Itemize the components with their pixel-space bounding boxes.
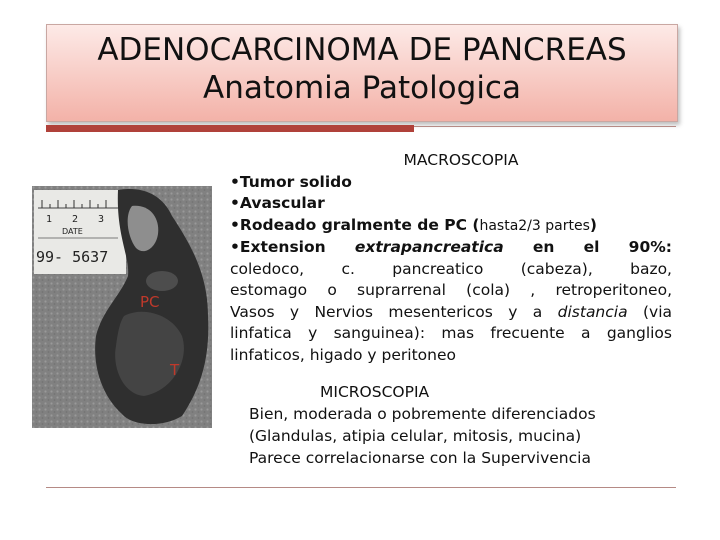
title-accent-bar — [46, 125, 414, 132]
specimen-number: 99- 5637 — [36, 248, 109, 266]
line3-italic: distancia — [557, 302, 628, 321]
slide-title: ADENOCARCINOMA DE PANCREAS — [97, 32, 627, 68]
bullet-rodeado — [230, 215, 672, 238]
bottom-divider — [46, 487, 676, 488]
ruler-mark-1: 1 — [46, 214, 53, 225]
macro-body-line-1: coledoco, c. pancreatico (cabeza), bazo, — [230, 259, 672, 278]
macroscopia-section — [230, 150, 672, 366]
extension-prefix: •Extension — [230, 238, 355, 256]
ruler-mark-2: 2 — [72, 214, 79, 225]
macro-body-line-2: estomago o suprarrenal (cola) , retroperitoneo, — [230, 281, 672, 299]
rodeado-small: hasta2/3 partes — [479, 217, 590, 234]
bullet-tumor-solido: •Tumor solido — [230, 172, 352, 191]
title-banner — [46, 24, 678, 122]
macroscopia-heading: MACROSCOPIA — [403, 151, 519, 169]
micro-line-2: (Glandulas, atipia celular, mitosis, mucina) — [249, 427, 582, 445]
micro-line-3: Parece correlacionarse con la Supervivencia — [249, 449, 591, 467]
bullet-avascular: •Avascular — [230, 194, 325, 212]
line3-a: Vasos y Nervios mesentericos y a — [230, 302, 558, 321]
ruler-mark-3: 3 — [98, 214, 105, 225]
rodeado-close: ) — [589, 215, 597, 234]
macro-body-line-5: linfaticos, higado y peritoneo — [230, 345, 456, 364]
line3-b: (via — [627, 302, 672, 321]
macro-body-line-4: linfatica y sanguinea): mas frecuente a ganglios — [230, 324, 672, 342]
rodeado-main: •Rodeado gralmente de PC ( — [230, 215, 480, 234]
slide-subtitle: Anatomia Patologica — [203, 70, 521, 106]
extension-suffix: en el 90%: — [503, 238, 672, 256]
bullet-extension — [230, 237, 672, 259]
microscopia-heading: MICROSCOPIA — [320, 383, 430, 401]
macro-body-line-3 — [230, 302, 672, 324]
date-label: DATE — [62, 227, 83, 236]
micro-line-1: Bien, moderada o pobremente diferenciados — [249, 405, 596, 423]
photo-label-pc: PC — [140, 293, 160, 311]
extension-italic: extrapancreatica — [354, 238, 504, 256]
photo-label-t: T — [170, 361, 180, 379]
specimen-photo — [32, 186, 212, 428]
